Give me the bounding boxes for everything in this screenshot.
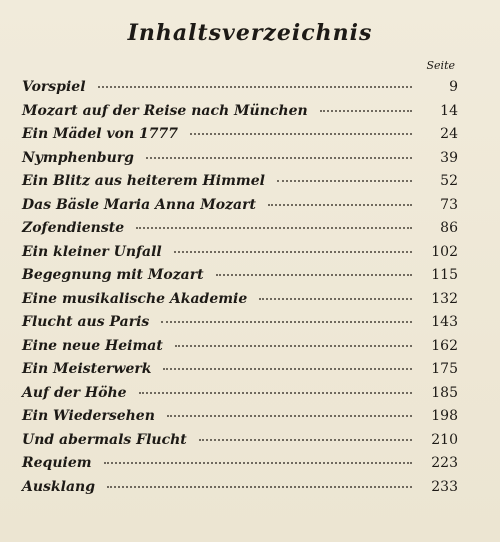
dot-leader bbox=[146, 156, 412, 159]
toc-entry-page: 132 bbox=[431, 290, 458, 307]
dot-leader bbox=[139, 391, 412, 394]
toc-entry-page: 39 bbox=[440, 149, 458, 166]
toc-entry-page: 9 bbox=[449, 79, 458, 95]
toc-entry-title: Flucht aus Paris bbox=[22, 314, 150, 330]
toc-entry bbox=[22, 267, 458, 291]
table-of-contents bbox=[22, 79, 458, 502]
toc-entry-title: Ein Blitz aus heiterem Himmel bbox=[22, 173, 265, 189]
dot-leader bbox=[175, 344, 412, 347]
toc-entry bbox=[22, 314, 458, 338]
toc-entry-title: Das Bäsle Maria Anna Mozart bbox=[22, 196, 256, 213]
toc-entry bbox=[22, 150, 458, 174]
toc-entry-page: 198 bbox=[431, 408, 458, 424]
toc-entry-page: 86 bbox=[440, 220, 458, 236]
toc-entry-title: Vorspiel bbox=[22, 79, 86, 95]
toc-entry-title: Nymphenburg bbox=[22, 149, 134, 166]
toc-entry-title: Ein Wiedersehen bbox=[22, 408, 155, 424]
dot-leader bbox=[107, 485, 412, 488]
dot-leader bbox=[199, 438, 412, 441]
toc-entry bbox=[22, 432, 458, 456]
toc-entry-page: 73 bbox=[440, 196, 458, 213]
toc-entry-title: Auf der Höhe bbox=[22, 384, 127, 401]
toc-entry-title: Und abermals Flucht bbox=[22, 431, 187, 448]
dot-leader bbox=[98, 85, 412, 88]
toc-entry bbox=[22, 385, 458, 409]
dot-leader bbox=[277, 179, 412, 182]
dot-leader bbox=[167, 414, 412, 417]
dot-leader bbox=[216, 273, 412, 276]
toc-entry-title: Zofendienste bbox=[22, 220, 125, 236]
toc-entry-page: 185 bbox=[431, 384, 458, 401]
toc-entry bbox=[22, 361, 458, 385]
toc-entry-page: 14 bbox=[440, 102, 458, 119]
toc-entry-title: Eine musikalische Akademie bbox=[22, 290, 248, 307]
toc-entry bbox=[22, 291, 458, 315]
dot-leader bbox=[161, 320, 412, 323]
dot-leader bbox=[320, 109, 412, 112]
dot-leader bbox=[190, 132, 412, 135]
toc-entry-page: 223 bbox=[431, 455, 458, 471]
toc-entry-page: 52 bbox=[440, 173, 458, 189]
toc-entry bbox=[22, 479, 458, 503]
toc-entry bbox=[22, 244, 458, 268]
toc-entry bbox=[22, 220, 458, 244]
toc-entry-page: 24 bbox=[440, 126, 458, 142]
dot-leader bbox=[259, 297, 412, 300]
toc-entry bbox=[22, 173, 458, 197]
toc-entry-title: Ein Meisterwerk bbox=[22, 361, 152, 377]
dot-leader bbox=[163, 367, 412, 370]
toc-entry-page: 175 bbox=[431, 361, 458, 377]
toc-entry bbox=[22, 408, 458, 432]
toc-entry-title: Ausklang bbox=[22, 478, 95, 495]
toc-entry-page: 233 bbox=[431, 478, 458, 495]
toc-entry-title: Ein kleiner Unfall bbox=[22, 243, 162, 260]
toc-entry-page: 102 bbox=[431, 243, 458, 260]
toc-entry-title: Mozart auf der Reise nach München bbox=[22, 102, 308, 119]
toc-entry bbox=[22, 197, 458, 221]
toc-entry-title: Ein Mädel von 1777 bbox=[22, 126, 178, 142]
toc-entry-title: Eine neue Heimat bbox=[22, 337, 163, 354]
dot-leader bbox=[268, 203, 412, 206]
dot-leader bbox=[136, 226, 412, 229]
toc-entry-title: Begegnung mit Mozart bbox=[22, 267, 204, 283]
toc-entry bbox=[22, 126, 458, 150]
toc-entry-page: 115 bbox=[431, 267, 458, 283]
page-title: Inhaltsverzeichnis bbox=[127, 20, 373, 46]
toc-entry bbox=[22, 79, 458, 103]
toc-entry bbox=[22, 338, 458, 362]
toc-entry bbox=[22, 455, 458, 479]
toc-entry-page: 143 bbox=[431, 314, 458, 330]
toc-entry bbox=[22, 103, 458, 127]
dot-leader bbox=[104, 461, 412, 464]
toc-entry-page: 162 bbox=[431, 337, 458, 354]
toc-entry-title: Requiem bbox=[22, 455, 92, 471]
page-column-label: Seite bbox=[426, 59, 455, 72]
dot-leader bbox=[174, 250, 412, 253]
toc-entry-page: 210 bbox=[431, 431, 458, 448]
